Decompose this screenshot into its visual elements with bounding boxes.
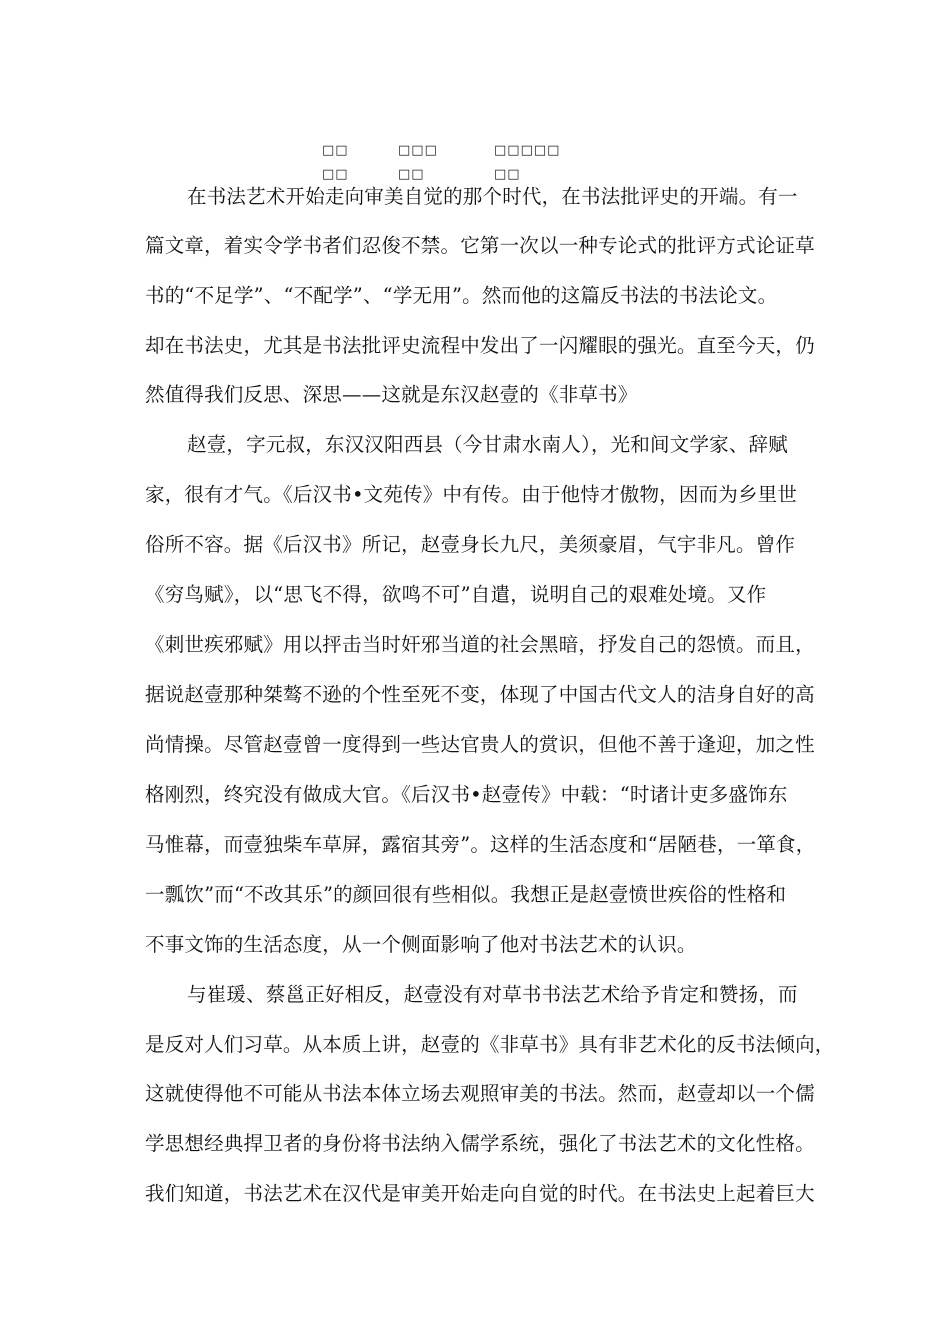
- paragraph-line: 《穷鸟赋》，以“思飞不得，欲鸣不可”自遣，说明自己的艰难处境。又作: [145, 583, 767, 606]
- paragraph-line: 这就使得他不可能从书法本体立场去观照审美的书法。然而，赵壹却以一个儒: [145, 1082, 815, 1105]
- paragraph-line: 马惟幕，而壹独柴车草屏，露宿其旁”。这样的生活态度和“居陋巷，一箪食，: [145, 833, 816, 856]
- paragraph-line: 学思想经典捍卫者的身份将书法纳入儒学系统，强化了书法艺术的文化性格。: [145, 1132, 815, 1155]
- paragraph-line: 是反对人们习草。从本质上讲，赵壹的《非草书》具有非艺术化的反书法倾向，: [145, 1033, 835, 1056]
- header-glyph: □□: [494, 167, 521, 182]
- paragraph-line: 一瓢饮”而“不改其乐”的颜回很有些相似。我想正是赵壹愤世疾俗的性格和: [145, 883, 787, 906]
- paragraph-line: 篇文章，着实令学书者们忍俊不禁。它第一次以一种专论式的批评方式论证草: [145, 234, 815, 257]
- paragraph-line: 不事文饰的生活态度，从一个侧面影响了他对书法艺术的认识。: [145, 933, 697, 956]
- header-glyph: □□: [322, 143, 349, 158]
- paragraph-line: 书的“不足学”、“不配学”、“学无用”。然而他的这篇反书法的书法论文。: [145, 284, 778, 307]
- paragraph-line: 格刚烈，终究没有做成大官。《后汉书•赵壹传》中载：“时诸计吏多盛饰东: [145, 783, 788, 806]
- paragraph-line: 赵壹，字元叔，东汉汉阳西县（今甘肃水南人），光和间文学家、辞赋: [187, 433, 788, 456]
- paragraph-line: 却在书法史，尤其是书法批评史流程中发出了一闪耀眼的强光。直至今天，仍: [145, 334, 815, 357]
- paragraph-line: 据说赵壹那种桀骜不逊的个性至死不变，体现了中国古代文人的洁身自好的高: [145, 683, 815, 706]
- header-glyph: □□: [398, 167, 425, 182]
- header-glyph: □□□□□: [494, 143, 561, 158]
- paragraph-line: 俗所不容。据《后汉书》所记，赵壹身长九尺，美须豪眉，气宇非凡。曾作: [145, 533, 796, 556]
- paragraph-line: 尚情操。尽管赵壹曾一度得到一些达官贵人的赏识，但他不善于逢迎，加之性: [145, 733, 815, 756]
- header-glyph: □□: [322, 167, 349, 182]
- paragraph-line: 在书法艺术开始走向审美自觉的那个时代，在书法批评史的开端。有一: [187, 185, 798, 208]
- paragraph-line: 与崔瑗、蔡邕正好相反，赵壹没有对草书书法艺术给予肯定和赞扬，而: [187, 983, 798, 1006]
- paragraph-line: 《刺世疾邪赋》用以抨击当时奸邪当道的社会黑暗，抒发自己的怨愤。而且，: [145, 633, 815, 656]
- paragraph-line: 然值得我们反思、深思——这就是东汉赵壹的《非草书》: [145, 383, 638, 406]
- paragraph-line: 家，很有才气。《后汉书•文苑传》中有传。由于他恃才傲物，因而为乡里世: [145, 483, 798, 506]
- header-glyph: □□□: [398, 143, 438, 158]
- paragraph-line: 我们知道，书法艺术在汉代是审美开始走向自觉的时代。在书法史上起着巨大: [145, 1182, 815, 1205]
